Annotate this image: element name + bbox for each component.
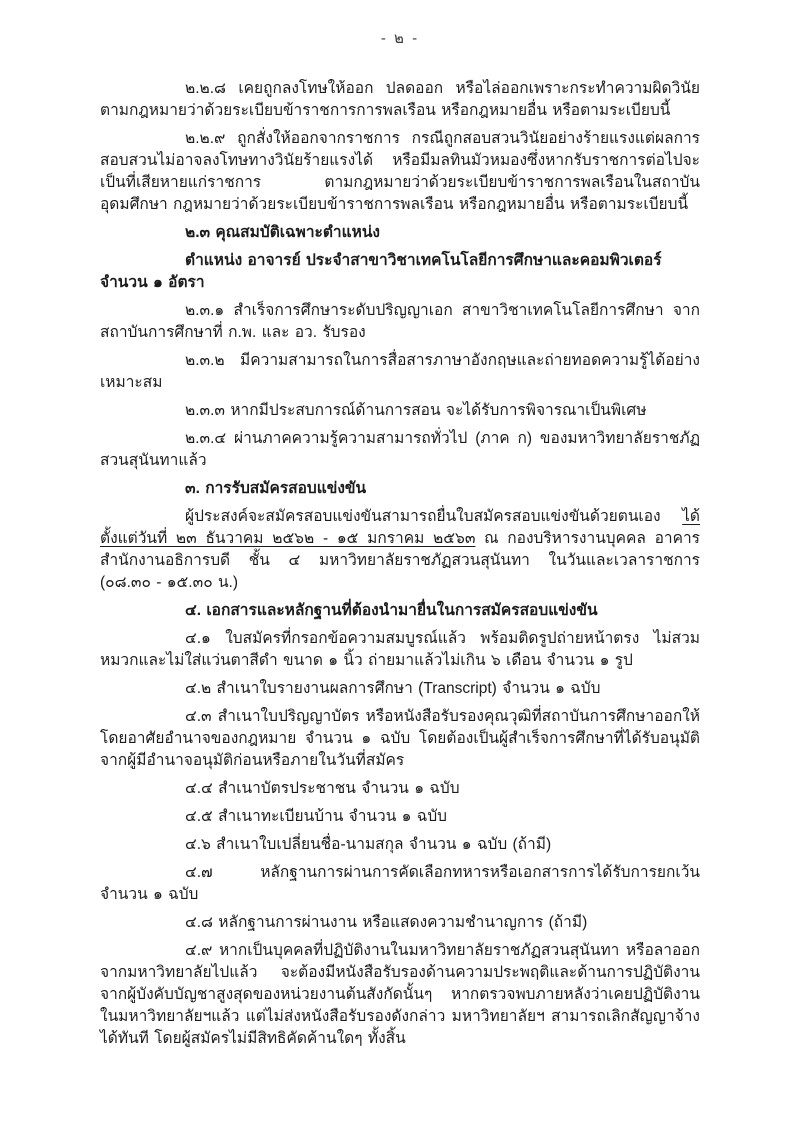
application-intro-text: ผู้ประสงค์จะสมัครสอบแข่งขันสามารถยื่นใบสมัครสอบแข่งขันด้วยตนเอง [185, 508, 683, 525]
clause-4-2: ๔.๒ สำเนาใบรายงานผลการศึกษา (Transcript) จำนวน ๑ ฉบับ [185, 680, 601, 697]
section-3-heading: ๓. การรับสมัครสอบแข่งขัน [185, 480, 367, 497]
clause-4-3: ๔.๓ สำเนาใบปริญญาบัตร หรือหนังสือรับรองคุณวุฒิที่สถาบันการศึกษาออกให้ โดยอาศัยอำนาจของกฎหมาย จำนวน ๑ ฉบับ โดยต้องเป็นผู้สำเร็จการศึกษาที่ได้รับอนุมัติจากผู้มีอำนาจอนุมัติก่อนหรือภายในวันที่สมัคร [100, 708, 700, 769]
document-body [100, 78, 700, 1056]
clause-2-3-1: ๒.๓.๑ สำเร็จการศึกษาระดับปริญญาเอก สาขาวิชาเทคโนโลยีการศึกษา จากสถาบันการศึกษาที่ ก.พ. และ อว. รับรอง [100, 302, 700, 341]
clause-2-2-8: ๒.๒.๘ เคยถูกลงโทษให้ออก ปลดออก หรือไล่ออกเพราะกระทำความผิดวินัย ตามกฎหมายว่าด้วยระเบียบข้าราชการการพลเรือน หรือกฎหมายอื่น หรือตามระเบียบนี้ [100, 80, 700, 119]
section-2-3-heading: ๒.๓ คุณสมบัติเฉพาะตำแหน่ง [185, 224, 380, 241]
clause-4-4: ๔.๔ สำเนาบัตรประชาชน จำนวน ๑ ฉบับ [185, 780, 460, 797]
application-period-paragraph [100, 506, 700, 594]
section-4-heading: ๔. เอกสารและหลักฐานที่ต้องนำมายื่นในการสมัครสอบแข่งขัน [185, 602, 598, 619]
clause-4-7: ๔.๗ หลักฐานการผ่านการคัดเลือกทหารหรือเอกสารการได้รับการยกเว้น จำนวน ๑ ฉบับ [100, 864, 700, 903]
clause-2-3-3: ๒.๓.๓ หากมีประสบการณ์ด้านการสอน จะได้รับการพิจารณาเป็นพิเศษ [185, 402, 647, 419]
clause-2-3-4: ๒.๓.๔ ผ่านภาคความรู้ความสามารถทั่วไป (ภาค ก) ของมหาวิทยาลัยราชภัฏสวนสุนันทาแล้ว [100, 430, 700, 469]
clause-4-1: ๔.๑ ใบสมัครที่กรอกข้อความสมบูรณ์แล้ว พร้อมติดรูปถ่ายหน้าตรง ไม่สวมหมวกและไม่ใส่แว่นตาสีดำ ขนาด ๑ นิ้ว ถ่ายมาแล้วไม่เกิน ๖ เดือน จำนวน ๑ รูป [100, 630, 700, 669]
application-location-text: ณ กองบริหารงานบุคคล อาคารสำนักงานอธิการบดี ชั้น ๔ มหาวิทยาลัยราชภัฏสวนสุนันทา ในวันและเวลาราชการ (๐๘.๓๐ - ๑๕.๓๐ น.) [100, 530, 700, 591]
page-number: - ๒ - [380, 30, 420, 47]
clause-2-2-9: ๒.๒.๙ ถูกสั่งให้ออกจากราชการ กรณีถูกสอบสวนวินัยอย่างร้ายแรงแต่ผลการสอบสวนไม่อาจลงโทษทางวินัยร้ายแรงได้ หรือมีมลทินมัวหมองซึ่งหากรับราชการต่อไปจะเป็นที่เสียหายแก่ราชการ ตามกฎหมายว่าด้วยระเบียบข้าราชการพลเรือนในสถาบันอุดมศึกษา กฎหมายว่าด้วยระเบียบข้าราชการพลเรือน หรือกฎหมายอื่น หรือตามระเบียบนี้ [100, 130, 700, 213]
clause-4-8: ๔.๘ หลักฐานการผ่านงาน หรือแสดงความชำนาญการ (ถ้ามี) [185, 914, 588, 931]
clause-2-3-2: ๒.๓.๒ มีความสามารถในการสื่อสารภาษาอังกฤษและถ่ายทอดความรู้ได้อย่างเหมาะสม [100, 352, 700, 391]
clause-4-9: ๔.๙ หากเป็นบุคคลที่ปฏิบัติงานในมหาวิทยาลัยราชภัฏสวนสุนันทา หรือลาออกจากมหาวิทยาลัยไปแล้ว จะต้องมีหนังสือรับรองด้านความประพฤติและด้านการปฏิบัติงานจากผู้บังคับบัญชาสูงสุดของหน่วยงานต้นสังกัดนั้นๆ หากตรวจพบภายหลังว่าเคยปฏิบัติงานในมหาวิทยาลัยฯแล้ว แต่ไม่ส่งหนังสือรับรองดังกล่าว มหาวิทยาลัยฯ สามารถเลิกสัญญาจ้างได้ทันที โดยผู้สมัครไม่มีสิทธิคัดค้านใดๆ ทั้งสิ้น [100, 942, 700, 1047]
clause-4-5: ๔.๕ สำเนาทะเบียนบ้าน จำนวน ๑ ฉบับ [185, 808, 448, 825]
application-dates-underlined: ได้ตั้งแต่วันที่ ๒๓ ธันวาคม ๒๕๖๒ - ๑๕ มกราคม ๒๕๖๓ [100, 508, 700, 547]
position-title-line: ตำแหน่ง อาจารย์ ประจำสาขาวิชาเทคโนโลยีการศึกษาและคอมพิวเตอร์ จำนวน ๑ อัตรา [100, 252, 662, 291]
clause-4-6: ๔.๖ สำเนาใบเปลี่ยนชื่อ-นามสกุล จำนวน ๑ ฉบับ (ถ้ามี) [185, 836, 552, 853]
